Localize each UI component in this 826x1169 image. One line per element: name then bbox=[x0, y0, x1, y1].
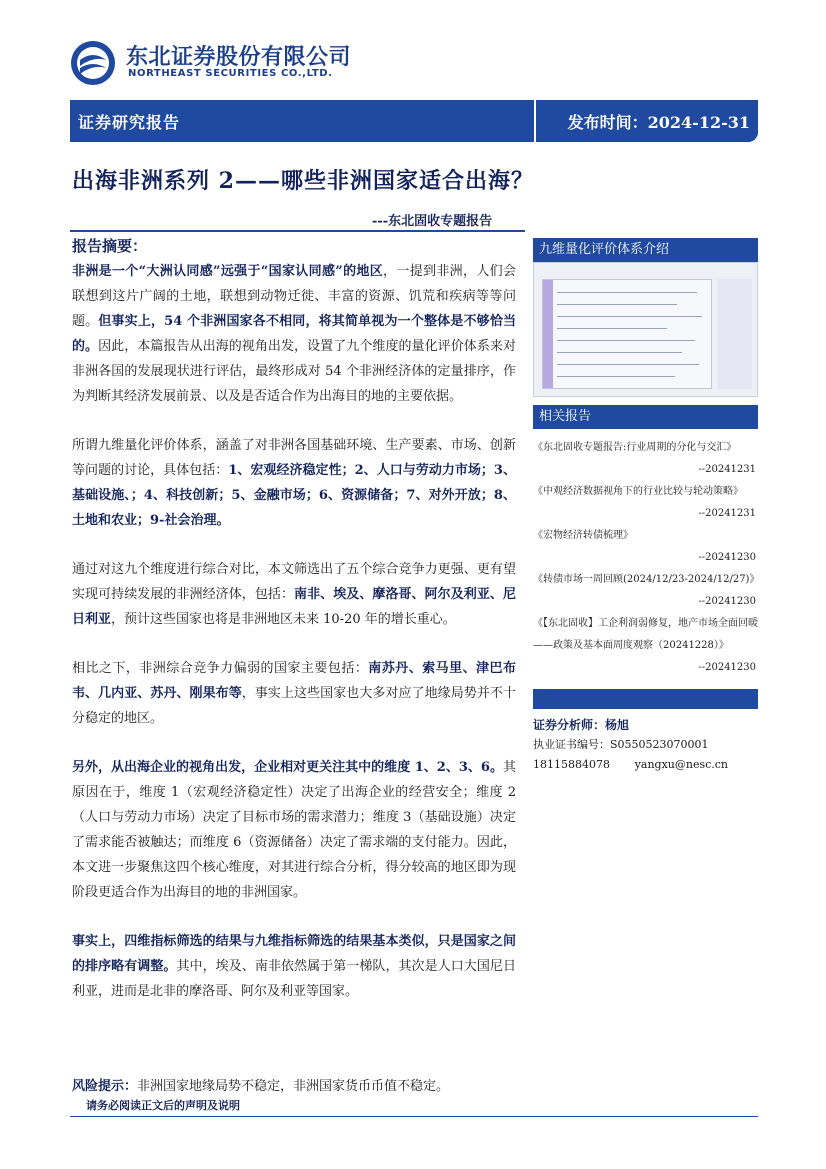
abstract-paragraph bbox=[72, 557, 516, 632]
abstract-heading: 报告摘要： bbox=[72, 237, 148, 255]
related-report-date: --20241230 bbox=[698, 662, 756, 673]
footer-divider bbox=[70, 1116, 758, 1117]
bold-text: 非洲是一个“大洲认同感”远强于“国家认同感”的地区 bbox=[72, 264, 384, 279]
related-report-title[interactable]: 《转债市场一周回顾(2024/12/23-2024/12/27)》 bbox=[533, 574, 760, 585]
related-report-date: --20241230 bbox=[698, 552, 756, 563]
contact-row bbox=[533, 755, 758, 775]
report-title: 出海非洲系列 2——哪些非洲国家适合出海？ bbox=[72, 168, 534, 194]
abstract-paragraph bbox=[72, 929, 516, 1004]
publish-date: 发布时间：2024-12-31 bbox=[567, 113, 750, 132]
related-report-title[interactable]: 《宏物经济转债梳理》 bbox=[533, 530, 633, 541]
analyst-name: 证券分析师：杨旭 bbox=[533, 718, 630, 732]
related-report-title[interactable]: 《东北固收专题报告:行业周期的分化与交汇》 bbox=[533, 442, 737, 453]
table-rule bbox=[557, 376, 675, 377]
body-text: ，事实上这些国家也大多对应了地缘局势并不十分稳定的地区。 bbox=[72, 686, 516, 726]
related-report-title[interactable]: 《中观经济数据视角下的行业比较与轮动策略》 bbox=[533, 486, 743, 497]
related-reports-list bbox=[533, 437, 758, 679]
table-rule bbox=[557, 328, 667, 329]
company-name-en: NORTHEAST SECURITIES CO.,LTD. bbox=[128, 68, 333, 79]
sidebar-divider-bar bbox=[533, 689, 758, 709]
related-report-title[interactable]: 《【东北固收】工企利润弱修复，地产市场全面回暖——政策及基本面周度观察（20241228）》 bbox=[533, 618, 758, 651]
sidebar bbox=[533, 238, 758, 775]
table-rule bbox=[557, 304, 677, 305]
logo-mark-icon bbox=[70, 40, 116, 86]
table-rule bbox=[557, 364, 699, 365]
related-heading: 相关报告 bbox=[533, 405, 758, 429]
company-name-cn: 东北证券股份有限公司 bbox=[126, 45, 352, 70]
bold-text: 但事实上，54 个非洲国家各不相同，将其简单视为一个整体是不够恰当的。 bbox=[72, 314, 516, 354]
body-text: 通过对这九个维度进行综合对比，本文筛选出了五个综合竞争力更强、更有望实现可持续发展的非洲经济体，包括： bbox=[72, 562, 516, 602]
abstract-paragraph bbox=[72, 656, 516, 731]
risk-text: 非洲国家地缘局势不稳定，非洲国家货币币值不稳定。 bbox=[137, 1079, 450, 1094]
table-rule bbox=[557, 352, 682, 353]
disclaimer-note[interactable]: 请务必阅读正文后的声明及说明 bbox=[86, 1099, 240, 1112]
license-number: 执业证书编号：S0550523070001 bbox=[533, 738, 709, 751]
risk-note bbox=[72, 1074, 516, 1099]
bold-text: 1、宏观经济稳定性；2、人口与劳动力市场；3、基础设施、；4、科技创新；5、金融市场；6、资源储备；7、对外开放；8、土地和农业；9-社会治理。 bbox=[72, 463, 516, 528]
body-text: 其中，埃及、南非依然属于第一梯队，其次是人口大国尼日利亚，进而是北非的摩洛哥、阿尔及利亚等国家。 bbox=[72, 959, 516, 999]
body-text: 相比之下，非洲综合竞争力偏弱的国家主要包括： bbox=[72, 661, 369, 676]
analyst-email[interactable]: yangxu@nesc.cn bbox=[634, 758, 728, 771]
table-rule bbox=[557, 292, 697, 293]
title-divider bbox=[70, 230, 525, 232]
bold-text: 事实上，四维指标筛选的结果与九维指标筛选的结果基本类似，只是国家之间的排序略有调整。 bbox=[72, 934, 516, 974]
body-text: ，预计这些国家也将是非洲地区未来 10-20 年的增长重心。 bbox=[111, 612, 456, 627]
bold-text: 南苏丹、索马里、津巴布韦、几内亚、苏丹、刚果布等 bbox=[72, 661, 516, 701]
abstract-paragraph bbox=[72, 259, 516, 409]
thumbnail-margin bbox=[718, 279, 752, 389]
framework-table-image bbox=[542, 279, 712, 389]
report-category: 证券研究报告 bbox=[78, 113, 181, 132]
header-bar bbox=[70, 100, 758, 142]
body-text: ，一提到非洲，人们会联想到这片广阔的土地，联想到动物迁徙、丰富的资源、饥荒和疾病等等问题。 bbox=[72, 264, 516, 329]
abstract-paragraph bbox=[72, 433, 516, 533]
bold-text: 另外，从出海企业的视角出发，企业相对更关注其中的维度 1、2、3、6。 bbox=[72, 760, 503, 775]
related-report-date: --20241231 bbox=[698, 464, 756, 475]
risk-label: 风险提示： bbox=[72, 1079, 138, 1094]
framework-thumbnail bbox=[533, 262, 758, 397]
report-subtitle: ---东北固收专题报告 bbox=[372, 214, 493, 229]
body-text: 因此，本篇报告从出海的视角出发，设置了九个维度的量化评价体系来对非洲各国的发展现状进行评估，最终形成对 54 个非洲经济体的定量排序，作为判断其经济发展前景、以及是否适合作为出海目的地的主要依据。 bbox=[72, 339, 516, 404]
table-rule bbox=[557, 316, 702, 317]
body-text: 其原因在于，维度 1（宏观经济稳定性）决定了出海企业的经营安全；维度 2（人口与劳动力市场）决定了目标市场的需求潜力；维度 3（基础设施）决定了需求能否被触达；而维度 6（资源储备）决定了需求端的支付能力。因此，本文进一步聚焦这四个核心维度，对其进行综合分析，得分较高的地区即为现阶段更适合作为出海目的地的非洲国家。 bbox=[72, 760, 516, 900]
publish-date-box bbox=[534, 100, 758, 142]
analyst-phone: 18115884078 bbox=[533, 758, 610, 771]
body-text: 所谓九维量化评价体系，涵盖了对非洲各国基础环境、生产要素、市场、创新等问题的讨论，具体包括： bbox=[72, 438, 516, 478]
table-rule bbox=[557, 340, 695, 341]
chart-heading: 九维量化评价体系介绍 bbox=[533, 238, 758, 262]
framework-color-bar bbox=[543, 280, 553, 388]
abstract-section bbox=[72, 234, 516, 1099]
related-report-date: --20241231 bbox=[698, 508, 756, 519]
company-logo bbox=[70, 40, 410, 86]
analyst-info bbox=[533, 715, 758, 775]
bold-text: 南非、埃及、摩洛哥、阿尔及利亚、尼日利亚 bbox=[72, 587, 516, 627]
abstract-paragraph bbox=[72, 755, 516, 905]
related-report-date: --20241230 bbox=[698, 596, 756, 607]
